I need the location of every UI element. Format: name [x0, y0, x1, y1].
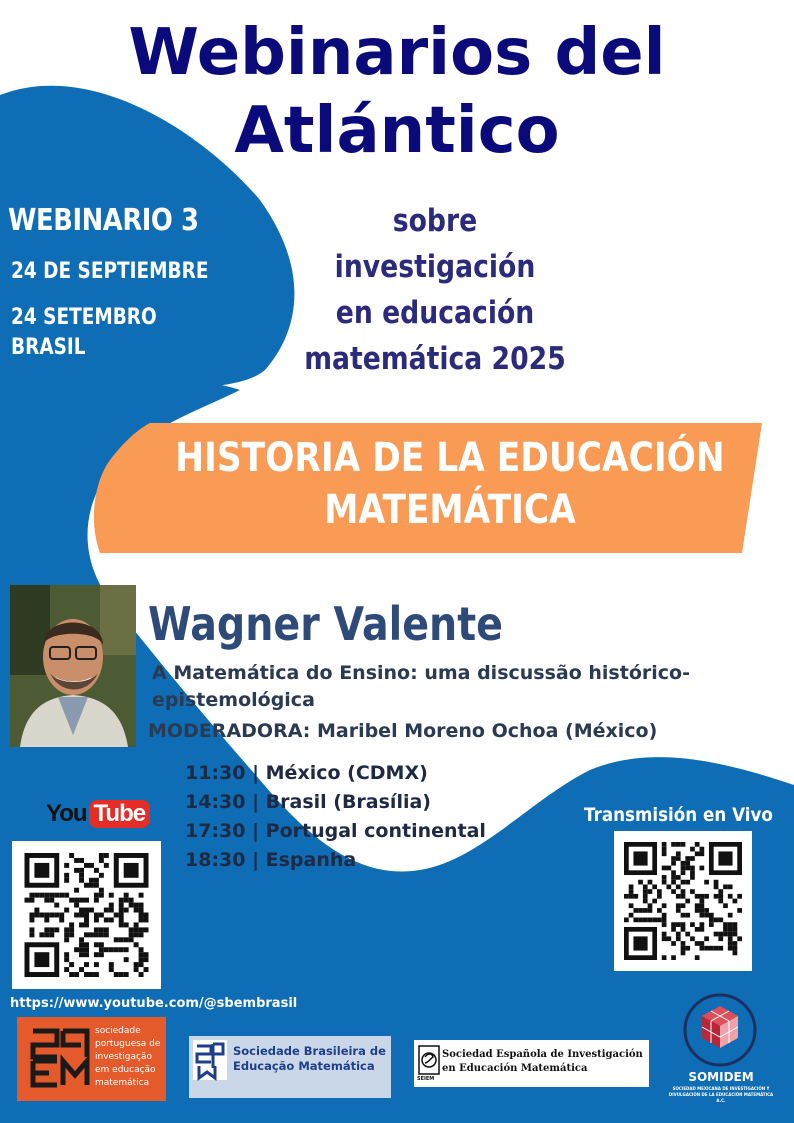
title-line-2: Atlántico [234, 94, 560, 168]
somidem-subtitle: SOCIEDAD MEXICANA DE INVESTIGACIÓN Y DIVULGACIÓN DE LA EDUCACIÓN MATEMÁTICA A.C. [668, 1086, 774, 1103]
schedule-item: 18:30 | Espanha [185, 849, 357, 871]
schedule-item: 17:30 | Portugal continental [185, 820, 486, 842]
topic-banner [158, 432, 743, 536]
topic-line-1: HISTORIA DE LA EDUCACIÓN [175, 435, 725, 481]
seiem-logo-text [442, 1048, 643, 1076]
seiem-abbrev: SEIEM [417, 1076, 435, 1082]
topic-line-2: MATEMÁTICA [324, 487, 576, 533]
qr-code-icon [624, 841, 742, 961]
webinar-number: WEBINARIO 3 [8, 203, 199, 238]
page-title [0, 14, 794, 170]
live-stream-qr-code[interactable] [614, 831, 752, 971]
sbem-line-2: Educação Matemática [233, 1059, 375, 1073]
date-portuguese [11, 303, 157, 363]
youtube-logo-tube: Tube [89, 800, 151, 828]
title-line-1: Webinarios del [128, 16, 666, 90]
youtube-logo[interactable] [46, 798, 150, 830]
date-pt-line-1: 24 SETEMBRO [11, 305, 157, 330]
sbem-logo-text [233, 1044, 386, 1074]
date-pt-line-2: BRASIL [11, 335, 86, 360]
youtube-logo-you: You [46, 800, 87, 827]
schedule-list [185, 759, 486, 875]
seiem-line-1: Sociedad Española de Investigación [442, 1049, 643, 1060]
somidem-cube-icon [682, 992, 758, 1068]
date-spanish: 24 DE SEPTIEMBRE [11, 259, 209, 284]
schedule-item: 14:30 | Brasil (Brasília) [185, 791, 431, 813]
sbem-line-1: Sociedade Brasileira de [233, 1044, 386, 1058]
sbem-mark-icon [191, 1038, 229, 1082]
speaker-photo [10, 585, 136, 747]
qr-code-icon [24, 853, 149, 977]
speaker-name: Wagner Valente [148, 597, 503, 651]
live-stream-label: Transmisión en Vivo [584, 804, 773, 826]
subtitle-line-3: matemática 2025 [304, 341, 566, 377]
subtitle-line-1: sobre investigación [334, 203, 536, 285]
spiem-mark-icon [29, 1027, 91, 1089]
sbem-logo [189, 1036, 391, 1098]
seiem-logo [414, 1040, 649, 1087]
somidem-name: SOMIDEM [688, 1070, 754, 1084]
talk-title: A Matemática do Ensino: uma discussão histórico-epistemológica [152, 662, 690, 711]
youtube-qr-code[interactable] [12, 841, 161, 989]
spiem-logo [17, 1017, 166, 1101]
spiem-logo-text: sociedade portuguesa de investigação em educação matemática [95, 1026, 161, 1088]
somidem-logo [668, 990, 774, 1108]
seiem-line-2: en Educación Matemática [442, 1063, 588, 1074]
subtitle-line-2: en educación [335, 295, 535, 331]
schedule-item: 11:30 | México (CDMX) [185, 762, 428, 784]
youtube-url-link[interactable]: https://www.youtube.com/@sbembrasil [10, 996, 298, 1011]
subtitle [293, 198, 577, 382]
moderator: MODERADORA: Maribel Moreno Ochoa (México) [148, 720, 658, 742]
